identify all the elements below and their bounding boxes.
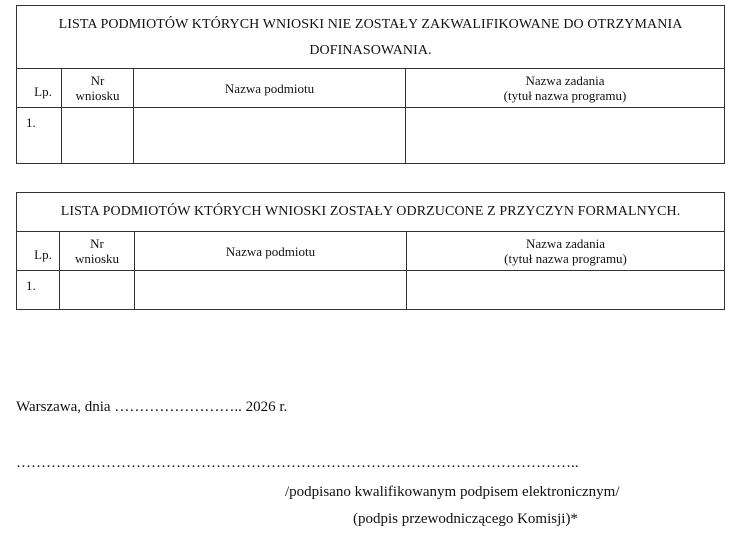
header-nazwa-podmiotu: Nazwa podmiotu xyxy=(135,232,407,271)
header-lp: Lp. xyxy=(17,69,62,108)
table-title: LISTA PODMIOTÓW KTÓRYCH WNIOSKI NIE ZOSTAŁY ZAKWALIFIKOWANE DO OTRZYMANIA DOFINASOWANIA. xyxy=(17,6,725,69)
header-nr-wniosku: Nr wniosku xyxy=(60,232,135,271)
cell-lp: 1. xyxy=(17,108,62,164)
cell-lp: 1. xyxy=(17,271,60,310)
cell-nr-wniosku xyxy=(62,108,134,164)
signer-label: (podpis przewodniczącego Komisji)* xyxy=(353,511,578,527)
table-not-qualified xyxy=(16,5,725,164)
table-row xyxy=(17,271,725,310)
header-lp: Lp. xyxy=(17,232,60,271)
cell-nazwa-podmiotu xyxy=(135,271,407,310)
header-nr-wniosku: Nr wniosku xyxy=(62,69,134,108)
cell-nazwa-podmiotu xyxy=(134,108,406,164)
cell-nazwa-zadania xyxy=(406,108,725,164)
signature-line: ………………………………………………………………………………………………….. xyxy=(16,455,579,471)
header-nazwa-zadania: Nazwa zadania (tytuł nazwa programu) xyxy=(406,69,725,108)
signed-note: /podpisano kwalifikowanym podpisem elektronicznym/ xyxy=(285,484,620,500)
header-nazwa-zadania: Nazwa zadania (tytuł nazwa programu) xyxy=(407,232,725,271)
header-nazwa-podmiotu: Nazwa podmiotu xyxy=(134,69,406,108)
table-header-row xyxy=(17,69,725,108)
table-rejected xyxy=(16,192,725,310)
place-date: Warszawa, dnia …………………….. 2026 r. xyxy=(16,399,288,415)
table-row xyxy=(17,108,725,164)
table-header-row xyxy=(17,232,725,271)
cell-nazwa-zadania xyxy=(407,271,725,310)
cell-nr-wniosku xyxy=(60,271,135,310)
table-title: LISTA PODMIOTÓW KTÓRYCH WNIOSKI ZOSTAŁY ODRZUCONE Z PRZYCZYN FORMALNYCH. xyxy=(17,193,725,232)
